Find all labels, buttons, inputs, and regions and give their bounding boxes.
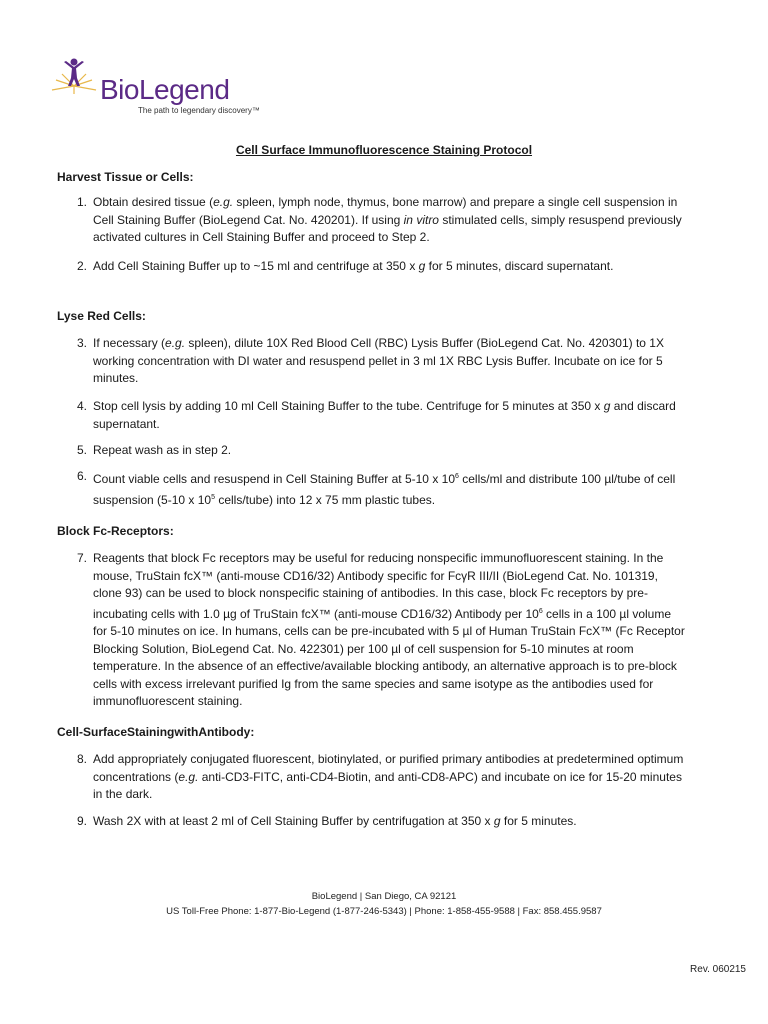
brand-tagline: The path to legendary discovery™ [138, 106, 260, 115]
step-7: 7. Reagents that block Fc receptors may be useful for reducing nonspecific immunofluorescent staining. In the mouse, TruStain fcX™ (anti-mouse CD16/32) Antibody specific for FcγR III/II (BioLegend Cat. No. 101319, clone 93) can be used to block nonspecific staining of antibodies. In this case, block Fc receptors by pre-incubating cells with 1.0 µg of TruStain fcX™ (anti-mouse CD16/32) Antibody per $10^6$ cells in a 100 µl volume for 5-10 minutes on ice. In humans, cells can be pre-incubated with 5 µl of Human TruStain FcX™ (Fc Receptor Blocking Solution, BioLegend Cat. No. 422301) per 100 µl of cell suspension for 5-10 minutes at room temperature. In the absence of an effective/available blocking antibody, an alternative approach is to pre-block cells with excess irrelevant purified Ig from the same species and same isotype as the antibodies used for immunofluorescent staining. [77, 551, 685, 708]
step-8: 8. Add appropriately conjugated fluorescent, biotinylated, or purified primary antibodies at predetermined optimum concentrations (e.g. anti-CD3-FITC, anti-CD4-Biotin, and anti-CD8-APC) and incubate on ice for 15-20 minutes in the dark. [77, 752, 684, 801]
step-9: 9. Wash 2X with at least 2 ml of Cell Staining Buffer by centrifugation at 350 x g for 5 minutes. [77, 813, 687, 831]
step-1: 1. Obtain desired tissue (e.g. spleen, lymph node, thymus, bone marrow) and prepare a single cell suspension in Cell Staining Buffer (BioLegend Cat. No. 420201). If using in vitro stimulated cells, simply resuspend previously activated cultures in Cell Staining Buffer and proceed to Step 2. [77, 195, 682, 244]
logo-figure-icon [50, 56, 98, 96]
step-number: 3. [77, 336, 88, 350]
step-number: 8. [77, 752, 88, 766]
biolegend-logo [50, 56, 280, 115]
step-number: 4. [77, 399, 88, 413]
section-stain-heading: Cell-SurfaceStainingwithAntibody: [57, 725, 255, 739]
step-number: 7. [77, 551, 88, 565]
step-2: 2. Add Cell Staining Buffer up to ~15 ml and centrifuge at 350 x g for 5 minutes, discard supernatant. [77, 258, 687, 276]
section-lyse-heading: Lyse Red Cells: [57, 309, 146, 323]
page-title: Cell Surface Immunofluorescence Staining Protocol [235, 143, 533, 157]
footer-phone: US Toll-Free Phone: 1-877-Bio-Legend (1-877-246-5343) | Phone: 1-858-455-9588 | Fax: 858.455.9587 [166, 906, 602, 917]
step-number: 6. [77, 469, 88, 483]
step-number: 1. [77, 195, 88, 209]
step-number: 9. [77, 814, 88, 828]
brand-name: BioLegend [100, 74, 230, 105]
section-block-heading: Block Fc-Receptors: [57, 524, 174, 538]
step-4: 4. Stop cell lysis by adding 10 ml Cell Staining Buffer to the tube. Centrifuge for 5 minutes at 350 x g and discard supernatant. [77, 399, 676, 431]
step-number: 5. [77, 443, 88, 457]
footer-address: BioLegend | San Diego, CA 92121 [311, 891, 457, 902]
step-5: 5. Repeat wash as in step 2. [77, 442, 687, 460]
revision-label: Rev. 060215 [690, 964, 746, 975]
section-harvest-heading: Harvest Tissue or Cells: [57, 170, 194, 184]
step-number: 2. [77, 259, 88, 273]
step-3: 3. If necessary (e.g. spleen), dilute 10X Red Blood Cell (RBC) Lysis Buffer (BioLegend Cat. No. 420301) to 1X working concentration with DI water and resuspend pellet in 3 ml 1X RBC Lysis Buffer. Incubate on ice for 5 minutes. [77, 336, 664, 385]
step-6: 6. Count viable cells and resuspend in Cell Staining Buffer at 5-10 x $10^6$ cells/ml and distribute 100 µl/tube of cell suspension (5-10 x $10^5$ cells/tube) into 12 x 75 mm plastic tubes. [77, 469, 676, 507]
